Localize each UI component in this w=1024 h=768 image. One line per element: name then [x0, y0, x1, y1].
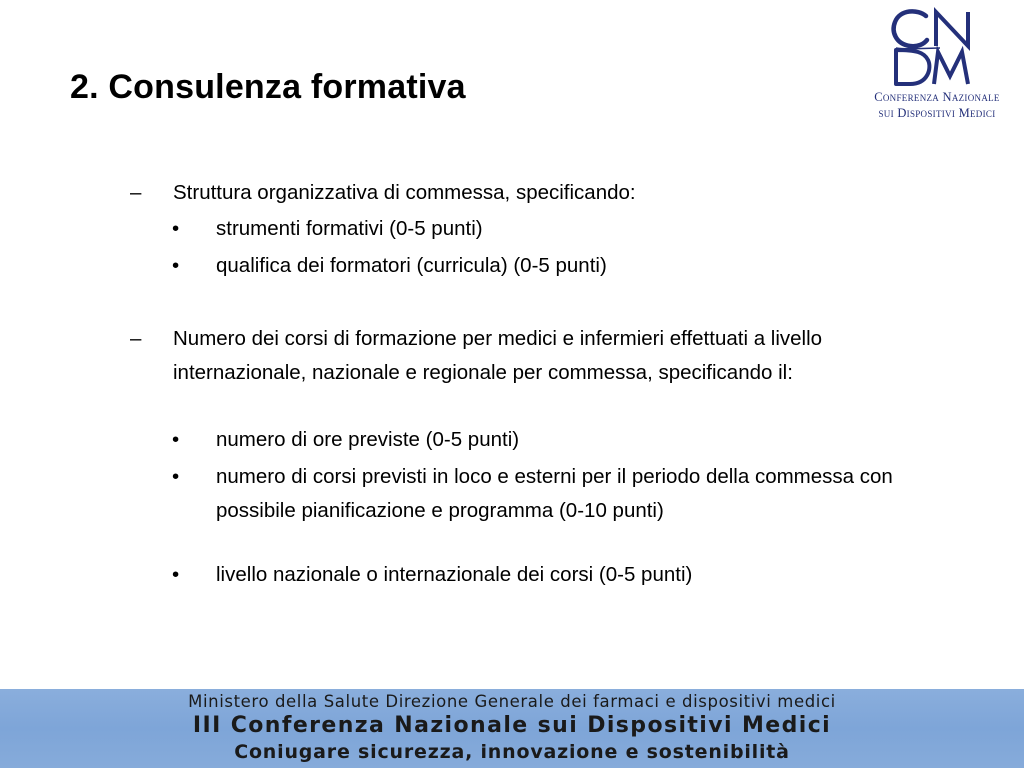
- dash-marker: –: [130, 181, 142, 204]
- footer-motto: Coniugare sicurezza, innovazione e sostenibilità: [234, 741, 790, 763]
- footer-conference: III Conferenza Nazionale sui Dispositivi Medici: [192, 713, 832, 738]
- bullet-item: [172, 460, 892, 562]
- dash-marker: –: [130, 327, 142, 350]
- bullet-item-text: numero di corsi previsti in loco e esterni per il periodo della commessa con possibile pianificazione e programma (0-10 punti): [216, 465, 893, 522]
- footer-banner: [0, 689, 1024, 768]
- bullet-item: [172, 249, 892, 283]
- bullet-item: [172, 212, 892, 246]
- logo-line-2: sui Dispositivi Medici: [878, 106, 996, 120]
- dash-item: [130, 176, 930, 210]
- bullet-item: [172, 423, 892, 457]
- bullet-marker: •: [172, 254, 180, 277]
- slide-title: 2. Consulenza formativa: [70, 68, 466, 106]
- bullet-item-text: livello nazionale o internazionale dei corsi (0-5 punti): [216, 563, 693, 586]
- footer-ministry: Ministero della Salute Direzione Generale dei farmaci e dispositivi medici: [188, 692, 836, 711]
- cndm-logo-mark: [888, 6, 988, 88]
- logo-line-1: Conferenza Nazionale: [874, 90, 1000, 104]
- bullet-item-text: numero di ore previste (0-5 punti): [216, 428, 520, 451]
- dash-item-text: Numero dei corsi di formazione per medici e infermieri effettuati a livello internazionale, nazionale e regionale per commessa, specificando il:: [173, 327, 823, 384]
- bullet-marker: •: [172, 465, 180, 488]
- bullet-item-text: qualifica dei formatori (curricula) (0-5 punti): [216, 254, 607, 277]
- dash-item: [130, 322, 930, 424]
- bullet-marker: •: [172, 563, 180, 586]
- dash-item-text: Struttura organizzativa di commessa, specificando:: [173, 181, 636, 204]
- bullet-marker: •: [172, 217, 180, 240]
- bullet-item: [172, 558, 892, 592]
- cndm-logo: [852, 6, 1022, 126]
- bullet-marker: •: [172, 428, 180, 451]
- bullet-item-text: strumenti formativi (0-5 punti): [216, 217, 483, 240]
